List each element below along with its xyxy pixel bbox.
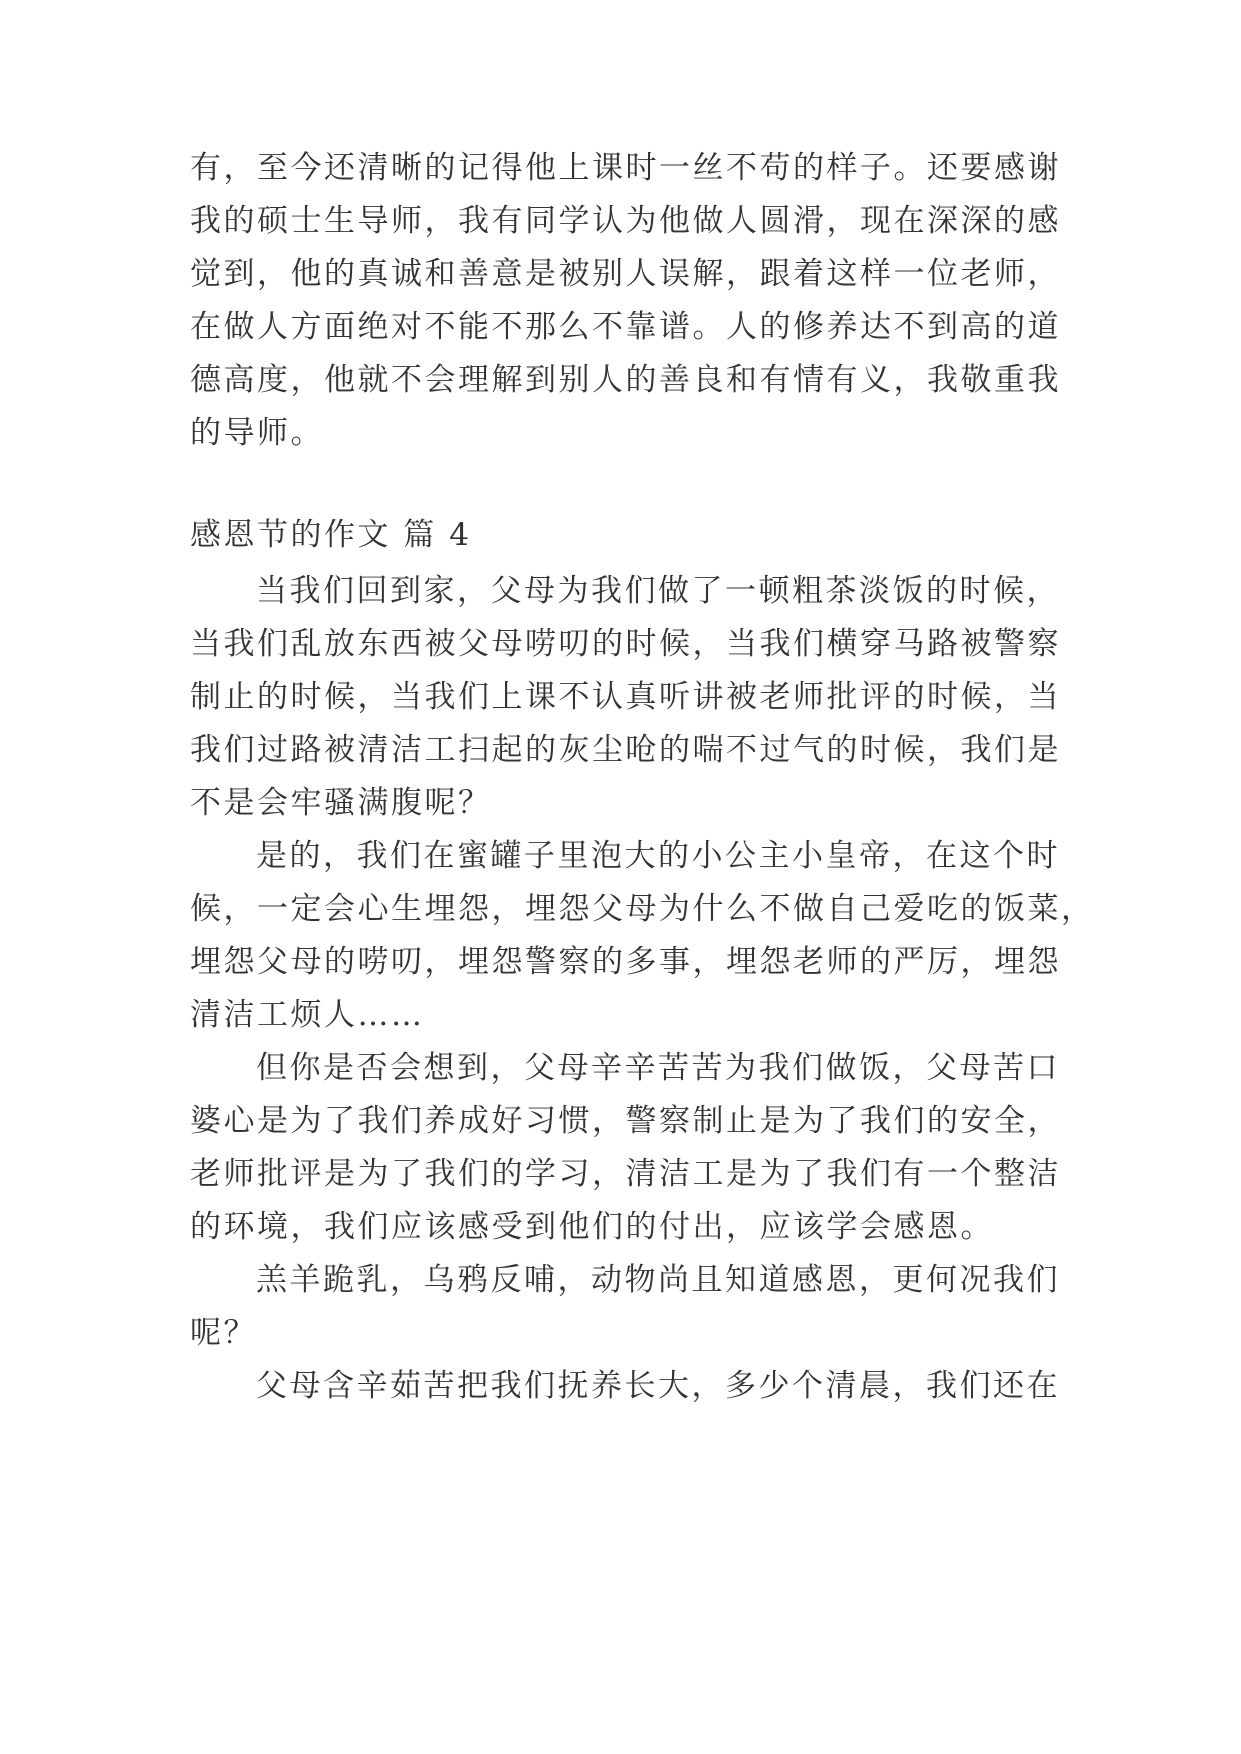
text-line: 当我们乱放东西被父母唠叨的时候，当我们横穿马路被警察 <box>190 626 1061 662</box>
text-line: 候，一定会心生埋怨，埋怨父母为什么不做自己爱吃的饭菜， <box>190 891 1095 927</box>
text-line: 父母含辛茹苦把我们抚养长大，多少个清晨，我们还在 <box>256 1368 1060 1404</box>
text-line: 德高度，他就不会理解到别人的善良和有情有义，我敬重我 <box>190 362 1061 398</box>
text-line: 呢？ <box>190 1315 257 1351</box>
text-line: 觉到，他的真诚和善意是被别人误解，跟着这样一位老师， <box>190 256 1061 292</box>
text-line: 制止的时候，当我们上课不认真听讲被老师批评的时候，当 <box>190 679 1061 715</box>
text-line: 老师批评是为了我们的学习，清洁工是为了我们有一个整洁 <box>190 1156 1061 1192</box>
text-line: 但你是否会想到，父母辛辛苦苦为我们做饭，父母苦口 <box>256 1050 1060 1086</box>
text-line: 的导师。 <box>190 415 324 451</box>
text-line: 婆心是为了我们养成好习惯，警察制止是为了我们的安全， <box>190 1103 1061 1139</box>
section-heading: 感恩节的作文 篇 4 <box>190 517 472 553</box>
text-line: 在做人方面绝对不能不那么不靠谱。人的修养达不到高的道 <box>190 309 1061 345</box>
text-line: 有，至今还清晰的记得他上课时一丝不苟的样子。还要感谢 <box>190 150 1061 186</box>
text-line: 的环境，我们应该感受到他们的付出，应该学会感恩。 <box>190 1209 994 1245</box>
text-line: 我们过路被清洁工扫起的灰尘呛的喘不过气的时候，我们是 <box>190 732 1061 768</box>
text-line: 当我们回到家，父母为我们做了一顿粗茶淡饭的时候， <box>256 573 1060 609</box>
text-line: 我的硕士生导师，我有同学认为他做人圆滑，现在深深的感 <box>190 203 1061 239</box>
text-line: 埋怨父母的唠叨，埋怨警察的多事，埋怨老师的严厉，埋怨 <box>190 944 1061 980</box>
text-line: 清洁工烦人…… <box>190 997 425 1033</box>
text-line: 不是会牢骚满腹呢？ <box>190 785 492 821</box>
text-line: 羔羊跪乳，乌鸦反哺，动物尚且知道感恩，更何况我们 <box>256 1262 1060 1298</box>
text-line: 是的，我们在蜜罐子里泡大的小公主小皇帝，在这个时 <box>256 838 1060 874</box>
